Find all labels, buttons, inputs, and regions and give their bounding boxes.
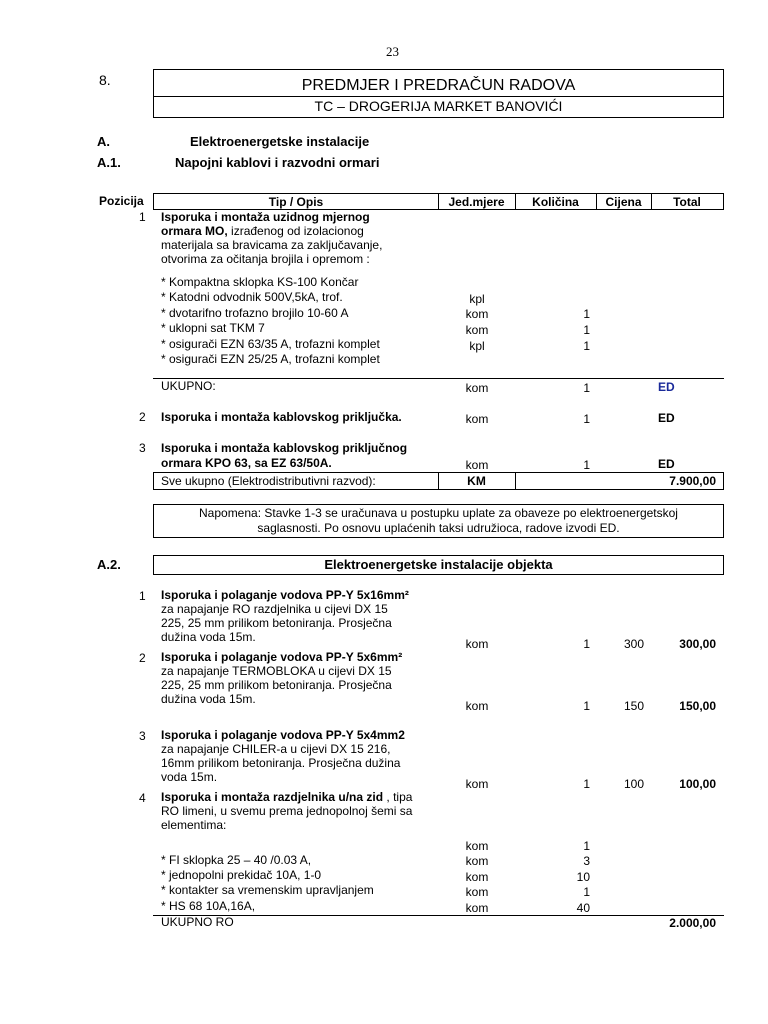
a2-item-2-total: 150,00 <box>679 699 716 713</box>
a2-component-2-qty: 3 <box>583 854 590 868</box>
a1-summary-currency: KM <box>467 474 486 488</box>
section-a2-title: Elektroenergetske instalacije objekta <box>324 557 553 572</box>
a2-component-1-qty: 1 <box>583 839 590 853</box>
a2-component-4-qty: 1 <box>583 885 590 899</box>
a2-item-3-title: Isporuka i polaganje vodova PP-Y 5x4mm2 <box>161 728 405 742</box>
a2-item-3-price: 100 <box>623 777 644 791</box>
a2-item-3-pos: 3 <box>139 729 146 743</box>
a2-item-4-title: Isporuka i montaža razdjelnika u/na zid <box>161 790 384 804</box>
a2-component-1-unit: kom <box>465 839 489 853</box>
a2-component-2-unit: kom <box>465 854 489 868</box>
a1-item-1-title-line1: Isporuka i montaža uzidnog mjernog <box>161 210 370 224</box>
a1-item-1-total-unit: kom <box>465 381 489 395</box>
a1-item-1-total-label: UKUPNO: <box>161 379 216 393</box>
a1-item-3-qty: 1 <box>583 458 590 472</box>
a1-summary-total: 7.900,00 <box>669 474 716 488</box>
a2-item-1-desc-2: 225, 25 mm prilikom betoniranja. Prosječna <box>161 616 392 630</box>
a1-item-2-total: ED <box>658 411 675 425</box>
a1-item-2-qty: 1 <box>583 412 590 426</box>
a2-component-5-qty: 40 <box>576 901 590 915</box>
col-header-pozicija: Pozicija <box>99 194 144 208</box>
a2-item-4-title-line <box>161 790 412 805</box>
page-number: 23 <box>386 44 399 59</box>
a1-item-1-title-bold: ormara MO, <box>161 224 228 238</box>
a1-summary-label: Sve ukupno (Elektrodistributivni razvod): <box>161 474 376 488</box>
a1-component-5-qty: 1 <box>583 339 590 353</box>
a2-item-3-qty: 1 <box>583 777 590 791</box>
a1-item-3-title-1: Isporuka i montaža kablovskog priključnog <box>161 441 408 455</box>
a1-summary-row <box>153 472 724 490</box>
a2-item-3-unit: kom <box>465 777 489 791</box>
section-a1-title: Napojni kablovi i razvodni ormari <box>175 155 380 170</box>
a2-item-2-desc-1: za napajanje TERMOBLOKA u cijevi DX 15 <box>161 664 392 678</box>
a1-component-3: * dvotarifno trofazno brojilo 10-60 A <box>161 306 349 320</box>
a2-total-value: 2.000,00 <box>669 916 716 930</box>
note-line-2: saglasnosti. Po osnovu uplaćenih taksi udružioca, radove izvodi ED. <box>257 521 620 535</box>
section-a-title: Elektroenergetske instalacije <box>190 134 370 149</box>
col-header-kolicina: Količina <box>532 195 579 209</box>
a1-component-2-unit: kpl <box>469 292 485 306</box>
a2-item-2-qty: 1 <box>583 699 590 713</box>
a2-item-4-pos: 4 <box>139 791 146 805</box>
a1-item-2-title: Isporuka i montaža kablovskog priključka. <box>161 410 402 424</box>
a2-component-5-unit: kom <box>465 901 489 915</box>
a2-item-4-desc-2: elementima: <box>161 818 227 832</box>
a2-item-4-title-rest: , tipa <box>386 790 413 804</box>
a2-item-2-desc-2: 225, 25 mm prilikom betoniranja. Prosječna <box>161 678 392 692</box>
page-title: PREDMJER I PREDRAČUN RADOVA <box>301 77 576 94</box>
col-header-cijena: Cijena <box>605 195 642 209</box>
a2-item-1-total: 300,00 <box>679 637 716 651</box>
a1-item-1-desc-1: materijala sa bravicama za zaključavanje, <box>161 238 383 252</box>
a2-item-3-desc-1: za napajanje CHILER-a u cijevi DX 15 216, <box>161 742 391 756</box>
a2-item-2-desc-3: dužina voda 15m. <box>161 692 256 706</box>
a1-component-1: * Kompaktna sklopka KS-100 Končar <box>161 275 359 289</box>
a1-component-4-unit: kom <box>465 323 489 337</box>
a2-item-2-price: 150 <box>623 699 644 713</box>
a1-item-3-total: ED <box>658 457 675 471</box>
note-box <box>153 504 724 538</box>
a2-item-3-desc-2: 16mm prilikom betoniranja. Prosječna dužina <box>161 756 401 770</box>
a2-item-1-desc-1: za napajanje RO razdjelnika u cijevi DX 15 <box>161 602 388 616</box>
a2-item-2-unit: kom <box>465 699 489 713</box>
a2-component-3-qty: 10 <box>576 870 590 884</box>
col-header-tip: Tip / Opis <box>268 195 324 209</box>
a2-item-1-qty: 1 <box>583 637 590 651</box>
section-a2-code: A.2. <box>97 557 121 572</box>
a1-component-5: * osigurači EZN 63/35 A, trofazni komplet <box>161 337 380 351</box>
a1-component-5-unit: kpl <box>469 339 485 353</box>
a1-item-1-pos: 1 <box>139 210 146 224</box>
header-box <box>153 69 724 118</box>
a2-item-1-desc-3: dužina voda 15m. <box>161 630 256 644</box>
a1-item-3-title-2: ormara KPO 63, sa EZ 63/50A. <box>161 456 332 470</box>
a1-component-4: * uklopni sat TKM 7 <box>161 321 265 335</box>
section-a-code: A. <box>97 134 110 149</box>
a1-item-1-total-value: ED <box>658 380 675 394</box>
a1-item-3-pos: 3 <box>139 441 146 455</box>
section-a1-code: A.1. <box>97 155 121 170</box>
a1-component-2: * Katodni odvodnik 500V,5kA, trof. <box>161 290 343 304</box>
section-a2-header <box>153 555 724 575</box>
a1-item-1-title-line2 <box>161 224 364 239</box>
a2-component-4: * HS 68 10A,16A, <box>161 899 256 913</box>
a1-item-1-title-rest: izrađenog od izolacionog <box>231 224 364 238</box>
col-header-jed: Jed.mjere <box>448 195 505 209</box>
a2-component-3-unit: kom <box>465 870 489 884</box>
page-subtitle: TC – DROGERIJA MARKET BANOVIĆI <box>314 98 563 114</box>
a2-item-1-unit: kom <box>465 637 489 651</box>
section-number: 8. <box>99 72 111 88</box>
a1-component-3-qty: 1 <box>583 307 590 321</box>
note-line-1: Napomena: Stavke 1-3 se uračunava u postupku uplate za obaveze po elektroenergetskoj <box>199 506 678 520</box>
a1-item-3-unit: kom <box>465 458 489 472</box>
a2-item-2-pos: 2 <box>139 651 146 665</box>
a1-item-1-total-qty: 1 <box>583 381 590 395</box>
a2-item-3-desc-3: voda 15m. <box>161 770 218 784</box>
a1-component-3-unit: kom <box>465 307 489 321</box>
a2-item-1-price: 300 <box>623 637 644 651</box>
col-header-total: Total <box>673 195 701 209</box>
a2-component-3: * kontakter sa vremenskim upravljanjem <box>161 883 374 897</box>
a1-item-2-unit: kom <box>465 412 489 426</box>
a2-total-label: UKUPNO RO <box>161 915 234 929</box>
table-header-row <box>153 193 724 210</box>
a1-component-6: * osigurači EZN 25/25 A, trofazni komplet <box>161 352 380 366</box>
a2-component-2: * jednopolni prekidač 10A, 1-0 <box>161 868 322 882</box>
a1-item-1-desc-2: otvorima za očitanja brojila i opremom : <box>161 252 370 266</box>
a2-item-1-title: Isporuka i polaganje vodova PP-Y 5x16mm² <box>161 588 409 602</box>
a1-component-4-qty: 1 <box>583 323 590 337</box>
a2-item-4-desc-1: RO limeni, u svemu prema jednopolnoj šemi sa <box>161 804 413 818</box>
a2-item-1-pos: 1 <box>139 589 146 603</box>
a1-item-2-pos: 2 <box>139 410 146 424</box>
a2-component-4-unit: kom <box>465 885 489 899</box>
a2-item-2-title: Isporuka i polaganje vodova PP-Y 5x6mm² <box>161 650 403 664</box>
a2-component-1: * FI sklopka 25 – 40 /0.03 A, <box>161 853 312 867</box>
a2-item-3-total: 100,00 <box>679 777 716 791</box>
